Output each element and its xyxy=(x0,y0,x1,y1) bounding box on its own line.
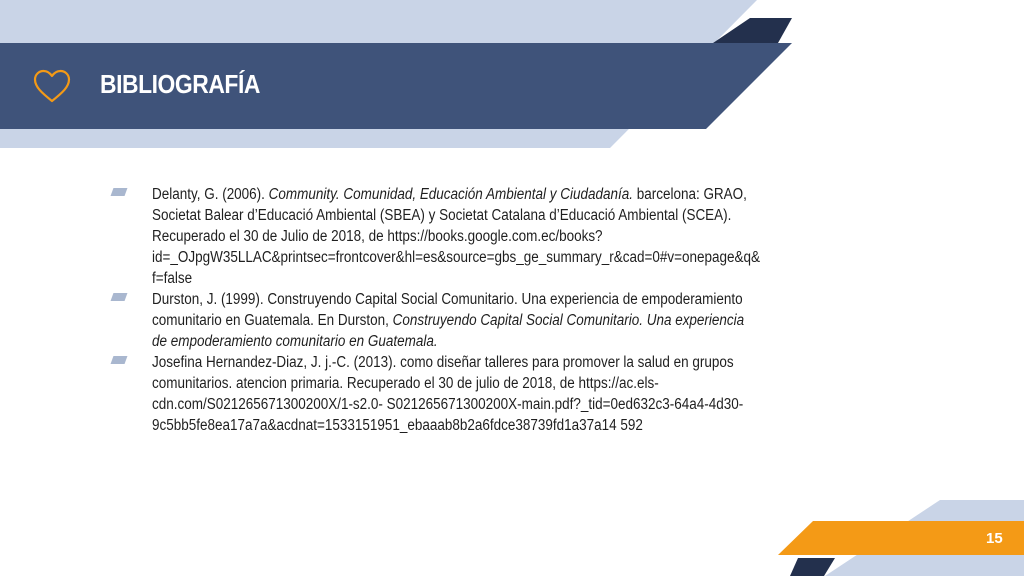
reference-text-part: Durston, J. (1999). Construyendo Capital Social Comunitario. Una experiencia de empoderamiento comunitario en Guatemala. En Durston, xyxy=(152,291,743,329)
reference-item xyxy=(112,352,832,436)
reference-title-italic: Construyendo Capital Social Comunitario. Una experiencia de empoderamiento comunitario en Guatemala. xyxy=(152,312,745,350)
slide-title: BIBLIOGRAFÍA xyxy=(100,69,260,99)
page-number: 15 xyxy=(986,530,1003,547)
reference-item xyxy=(112,184,832,289)
bottom-dark-accent xyxy=(790,558,835,576)
reference-text-part: Josefina Hernandez-Diaz, J. j.-C. (2013). como diseñar talleres para promover la salud en grupos comunitarios. atencion primaria. Recuperado el 30 de julio de 2018, de https://ac.els-cdn.com/S021265671300200X/1-s2.0- S021265671300200X-main.pdf?_tid=0ed632c3-64a4-4d30-9c5bb5fe8ea17a7a&acdnat=1533151951_ebaaab8b2a6fdce38739fd1a37a14 592 xyxy=(152,354,744,434)
reference-text xyxy=(152,352,761,436)
reference-list xyxy=(112,184,832,436)
heart-outline-icon xyxy=(32,67,72,107)
reference-text-part: barcelona: GRAO, Societat Balear d’Educació Ambiental (SBEA) y Societat Catalana d’Educació Ambiental (SCEA). Recuperado el 30 de Julio de 2018, de https://books.google.com.ec/books?id=_OJpgW35LLAC&printsec=frontcover&hl=es&source=gbs_ge_summary_r&cad=0#v=onepage&q&f=false xyxy=(152,186,760,287)
reference-item xyxy=(112,289,832,352)
bullet-marker xyxy=(111,293,128,301)
reference-text xyxy=(152,289,761,352)
reference-text xyxy=(152,184,761,289)
bullet-marker xyxy=(111,356,128,364)
bullet-marker xyxy=(111,188,128,196)
reference-title-italic: Community. Comunidad, Educación Ambiental y Ciudadanía. xyxy=(268,186,633,203)
reference-text-part: Delanty, G. (2006). xyxy=(152,186,269,203)
